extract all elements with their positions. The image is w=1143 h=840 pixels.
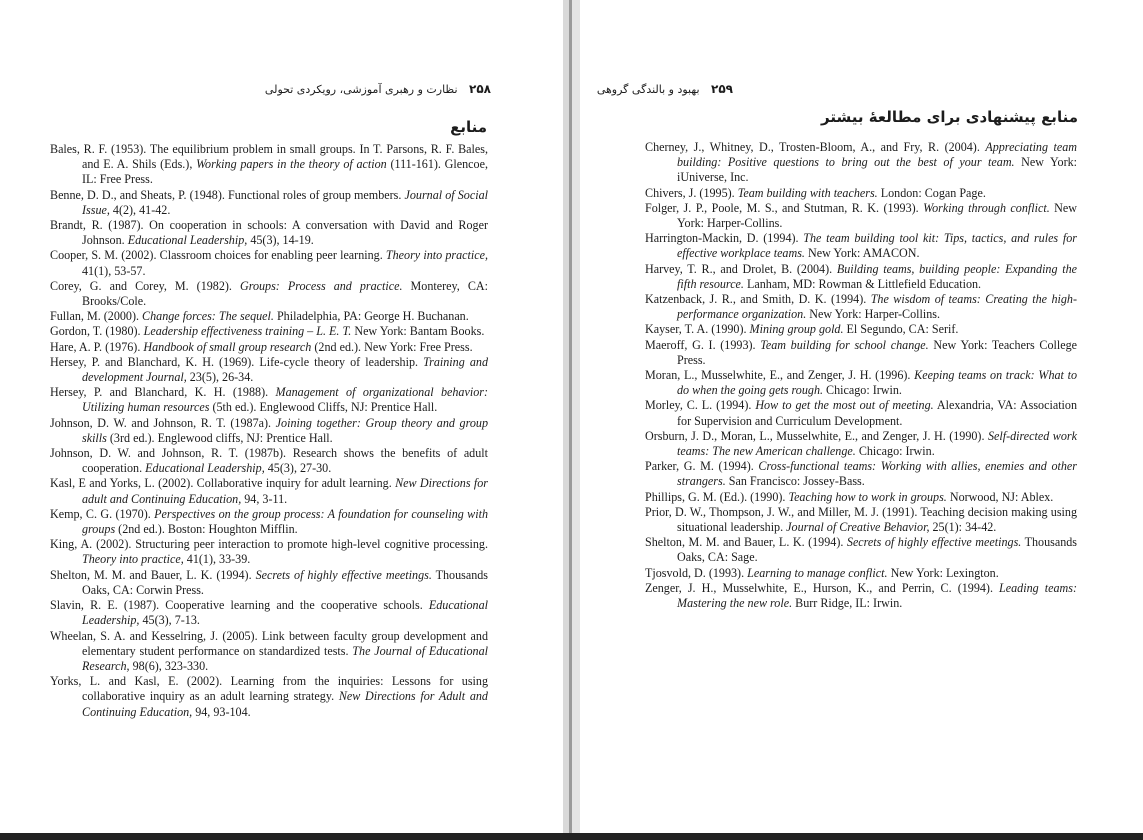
ref-post: 23(5), 26-34. [186,370,254,385]
ref-title: How to get the most out of meeting. [755,398,934,413]
reference-entry [645,231,1077,261]
ref-pre: Bales, R. F. (1953). The equilibrium problem in small groups. In T. Parsons, R. F. Bales, and E. A. Shils (Eds.), [50,142,488,172]
ref-pre: Prior, D. W., Thompson, J. W., and Miller, M. J. (1991). Teaching decision making using situational leadership. [645,504,1077,535]
ref-title: Team building for school change. [760,337,929,352]
ref-title: Building teams, building people: Expanding the fifth resource. [677,261,1077,291]
ref-post: 94, 93-104. [192,704,251,719]
reference-entry [50,355,488,385]
running-title: بهبود و بالندگی گروهی [596,83,700,96]
ref-post: 45(3), 27-30. [264,461,332,476]
ref-pre: Wheelan, S. A. and Kesselring, J. (2005). Link between faculty group development and elementary student performance on standardized tests. [50,628,488,658]
ref-post: New York: Lexington. [887,565,999,580]
ref-title: Secrets of highly effective meetings. [846,535,1022,550]
ref-pre: Katzenback, J. R., and Smith, D. K. (1994). [645,292,871,307]
ref-post: 45(3), 14-19. [247,233,314,248]
reference-entry [645,140,1077,186]
ref-title: Educational Leadership, [127,233,248,248]
reference-entry [50,568,488,598]
reference-entry [50,674,488,720]
ref-post: Philadelphia, PA: George H. Buchanan. [273,309,469,324]
ref-title: Groups: Process and practice. [239,278,403,293]
reference-entry [50,507,488,537]
ref-title: Team building with teachers. [737,185,878,200]
ref-pre: Harrington-Mackin, D. (1994). [645,231,804,246]
ref-post: Chicago: Irwin. [855,444,935,459]
reference-entry [645,429,1077,459]
ref-title: Theory into practice, [385,248,488,263]
ref-pre: Kasl, E and Yorks, L. (2002). Collaborative inquiry for adult learning. [50,476,396,491]
ref-post: (3rd ed.). Englewood cliffs, NJ: Prentice Hall. [106,430,333,445]
ref-title: Working papers in the theory of action [196,157,387,172]
ref-pre: Harvey, T. R., and Drolet, B. (2004). [645,261,837,276]
ref-post: 4(2), 41-42. [109,202,171,217]
ref-pre: Fullan, M. (2000). [50,309,143,324]
ref-post: New York: Teachers College Press. [677,337,1077,367]
ref-pre: Corey, G. and Corey, M. (1982). [50,278,240,293]
ref-title: Educational Leadership, [82,598,488,628]
ref-title: Appreciating team building: Positive questions to bring out the best of your team. [677,140,1077,170]
ref-pre: Phillips, G. M. (Ed.). (1990). [645,489,789,504]
ref-title: Journal of Creative Behavior, [786,520,930,535]
reference-entry [645,581,1077,611]
ref-post: (5th ed.). Englewood Cliffs, NJ: Prentice Hall. [209,400,438,415]
ref-pre: Morley, C. L. (1994). [645,398,756,413]
ref-title: Leadership effectiveness training – L. E. T. [143,324,352,339]
ref-title: Mining group gold. [749,322,844,337]
reference-entry [50,279,488,309]
section-title: منابع [450,118,487,136]
ref-post: 94, 3-11. [241,491,288,506]
ref-title: Secrets of highly effective meetings. [255,567,432,582]
ref-pre: Brandt, R. (1987). On cooperation in schools: A conversation with David and Roger Johnson. [50,218,488,248]
ref-pre: Tjosvold, D. (1993). [645,565,748,580]
left-page [0,0,563,833]
ref-pre: Maeroff, G. I. (1993). [645,337,761,352]
reference-entry [50,476,488,506]
ref-title: Training and development Journal, [82,354,488,385]
ref-title: Journal of Social Issue, [82,187,488,217]
ref-pre: Gordon, T. (1980). [50,324,144,339]
right-page [580,0,1143,833]
running-header [597,82,733,96]
ref-post: (111-161). Glencoe, IL: Free Press. [82,157,488,187]
ref-pre: Hersey, P. and Blanchard, K. H. (1969). Life-cycle theory of leadership. [50,354,424,369]
ref-post: Monterey, CA: Brooks/Cole. [82,278,488,309]
section-title: منابع پیشنهادی برای مطالعهٔ بیشتر [821,108,1078,126]
ref-title: Change forces: The sequel. [142,309,274,324]
ref-post: 45(3), 7-13. [139,613,200,628]
ref-pre: Parker, G. M. (1994). [645,459,759,474]
ref-post: 41(1), 33-39. [183,552,251,567]
ref-title: Teaching how to work in groups. [788,489,947,504]
reference-entry [50,248,488,278]
ref-pre: Chivers, J. (1995). [645,185,738,200]
ref-pre: Slavin, R. E. (1987). Cooperative learning and the cooperative schools. [50,598,429,613]
reference-entry [645,566,1077,581]
reference-entry [645,459,1077,489]
ref-post: 98(6), 323-330. [129,658,209,673]
ref-title: The wisdom of teams: Creating the high-performance organization. [677,292,1078,322]
ref-title: Theory into practice, [82,552,184,567]
page-number: ۲۵۸ [469,82,491,96]
ref-pre: Hersey, P. and Blanchard, K. H. (1988). [50,385,276,400]
reference-entry [50,188,488,218]
reference-entry [50,629,488,675]
bottom-edge [0,833,1143,840]
reference-entry [645,201,1077,231]
ref-pre: Shelton, M. M. and Bauer, L. K. (1994). [645,535,847,550]
reference-entry [645,505,1077,535]
reference-list [50,142,488,720]
running-header [265,82,491,96]
reference-entry [645,186,1077,201]
ref-post: Alexandria, VA: Association for Supervision and Curriculum Development. [677,398,1078,428]
reference-entry [50,142,488,188]
ref-post: San Francisco: Jossey-Bass. [725,474,865,489]
ref-post: El Segundo, CA: Serif. [843,322,959,337]
ref-pre: Cherney, J., Whitney, D., Trosten-Bloom, A., and Fry, R. (2004). [645,140,986,154]
ref-pre: Folger, J. P., Poole, M. S., and Stutman, R. K. (1993). [645,200,924,215]
ref-post: 25(1): 34-42. [929,520,997,535]
ref-pre: Johnson, D. W. and Johnson, R. T. (1987a). [50,415,276,430]
reference-entry [50,537,488,567]
reference-entry [50,218,488,248]
reference-entry [645,535,1077,565]
reference-entry [645,292,1077,322]
reference-entry [645,398,1077,428]
ref-pre: Kayser, T. A. (1990). [645,322,750,337]
reference-entry [645,338,1077,368]
ref-title: The team building tool kit: Tips, tactics, and rules for effective workplace teams. [677,231,1077,261]
ref-post: Burr Ridge, IL: Irwin. [792,596,903,611]
reference-entry [50,446,488,476]
ref-title: Perspectives on the group process: A foundation for counseling with groups [82,506,488,537]
reference-entry [50,598,488,628]
ref-title: Working through conflict. [923,200,1050,215]
reference-entry [50,416,488,446]
ref-pre: Yorks, L. and Kasl, E. (2002). Learning from the inquiries: Lessons for using collaborative inquiry as an adult learning strategy. [50,674,488,704]
reference-entry [50,309,488,324]
ref-post: (2nd ed.). Boston: Houghton Mifflin. [115,522,298,537]
page-gutter [572,0,580,833]
reference-entry [50,340,488,355]
reference-entry [645,322,1077,337]
ref-title: Keeping teams on track: What to do when the going gets rough. [677,368,1077,398]
ref-post: Norwood, NJ: Ablex. [946,489,1054,504]
ref-pre: Hare, A. P. (1976). [50,339,144,354]
running-title: نظارت و رهبری آموزشی، رویکردی تحولی [264,83,458,96]
ref-title: Self-directed work teams: The new American challenge. [677,428,1077,459]
ref-post: New York: Harper-Collins. [806,307,941,322]
ref-post: London: Cogan Page. [877,185,986,200]
ref-post: Lanham, MD: Rowman & Littlefield Education. [743,276,982,291]
ref-pre: Shelton, M. M. and Bauer, L. K. (1994). [50,567,256,582]
ref-pre: Johnson, D. W. and Johnson, R. T. (1987b). Research shows the benefits of adult cooperation. [50,446,488,476]
ref-title: New Directions for adult and Continuing Education, [82,476,488,506]
ref-title: New Directions for Adult and Continuing Education, [82,689,488,719]
ref-title: Cross-functional teams: Working with allies, enemies and other strangers. [677,459,1077,489]
ref-post: Thousands Oaks, CA: Sage. [677,535,1078,565]
ref-post: New York: Harper-Collins. [677,200,1077,231]
ref-pre: Moran, L., Musselwhite, E., and Zenger, J. H. (1996). [645,368,915,383]
ref-post: Thousands Oaks, CA: Corwin Press. [82,567,488,597]
ref-post: 41(1), 53-57. [82,263,146,278]
reference-entry [645,368,1077,398]
ref-title: Joining together: Group theory and group skills [82,415,489,445]
ref-post: (2nd ed.). New York: Free Press. [311,339,473,354]
ref-pre: Zenger, J. H., Musselwhite, E., Hurson, K., and Perrin, C. (1994). [645,580,1000,595]
ref-title: Educational Leadership, [145,461,265,476]
ref-pre: Benne, D. D., and Sheats, P. (1948). Functional roles of group members. [50,187,405,202]
ref-title: The Journal of Educational Research, [82,643,488,673]
reference-entry [50,324,488,339]
ref-pre: King, A. (2002). Structuring peer interaction to promote high-level cognitive processing. [50,537,488,552]
ref-title: Management of organizational behavior: Utilizing human resources [82,385,488,415]
ref-post: New York: iUniverse, Inc. [677,155,1077,185]
ref-title: Leading teams: Mastering the new role. [677,580,1077,611]
reference-list [645,140,1077,611]
reference-entry [50,385,488,415]
ref-pre: Cooper, S. M. (2002). Classroom choices for enabling peer learning. [50,248,386,263]
reference-entry [645,490,1077,505]
ref-post: New York: AMACON. [804,246,920,261]
ref-title: Handbook of small group research [143,339,312,354]
reference-entry [645,262,1077,292]
ref-post: Chicago: Irwin. [823,383,902,398]
ref-pre: Orsburn, J. D., Moran, L., Musselwhite, E., and Zenger, J. H. (1990). [645,428,988,443]
ref-title: Learning to manage conflict. [747,565,888,580]
page-number: ۲۵۹ [711,82,733,96]
ref-pre: Kemp, C. G. (1970). [50,506,155,521]
ref-post: New York: Bantam Books. [351,324,485,339]
